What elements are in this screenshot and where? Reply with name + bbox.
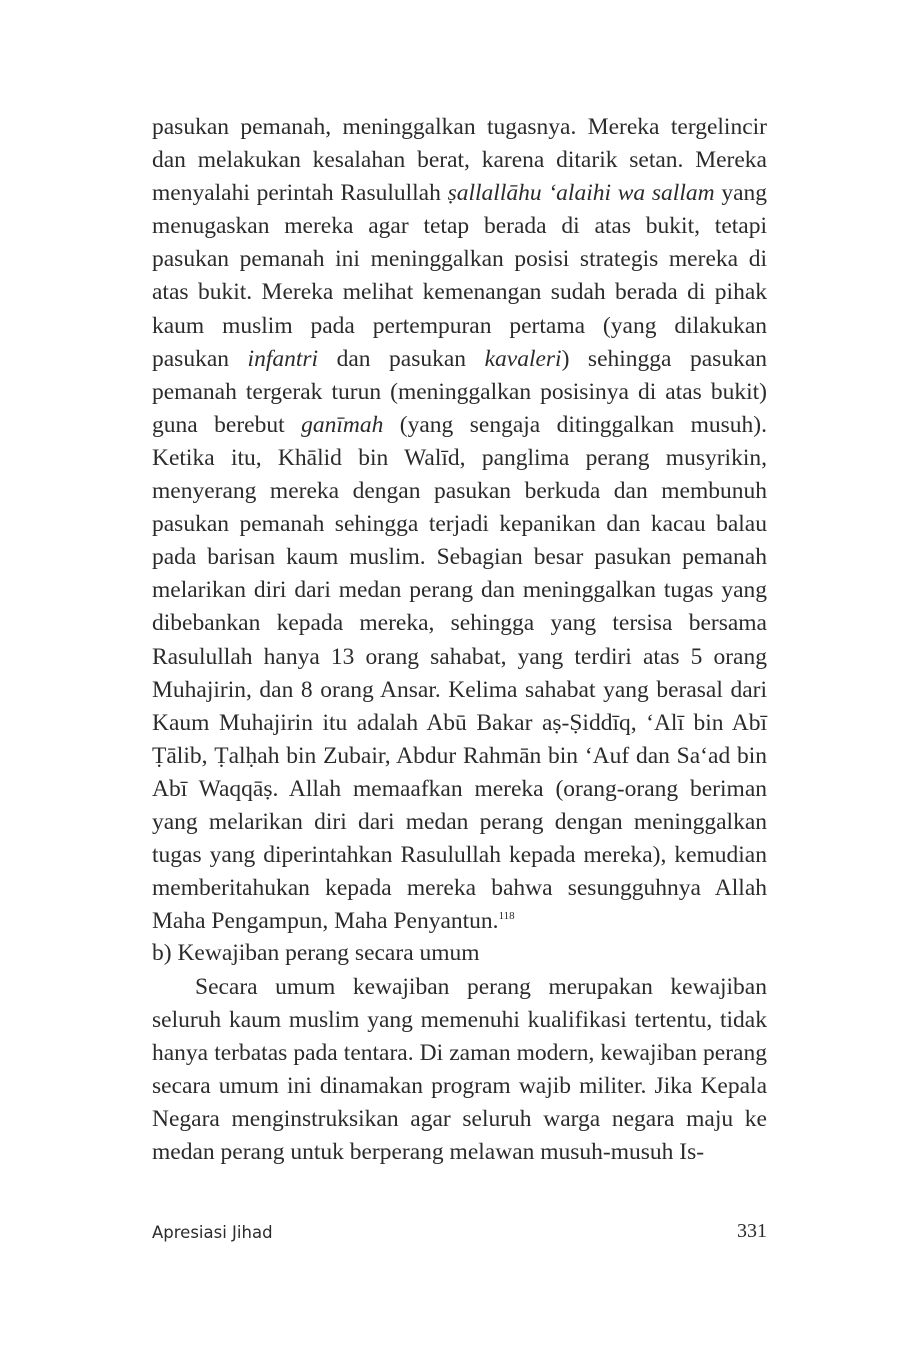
text-segment: pasukan pemanah, meninggalkan tugasnya. Mereka tergelincir dan melakukan kesalahan berat, karena ditarik setan. Mereka menyalahi perintah Rasulullah	[152, 114, 767, 207]
page-number: 331	[737, 1220, 767, 1242]
text-segment: dan pasukan	[318, 345, 485, 372]
text-segment: (yang sengaja ditinggalkan musuh). Ketika itu, Khālid bin Walīd, panglima perang musyrikin, menyerang mereka dengan pasukan berkuda dan membunuh pasukan pemanah sehingga terjadi kepanikan dan kacau balau pada barisan kaum muslim. Sebagian besar pasukan pemanah melarikan diri dari medan perang dan meninggalkan tugas yang dibebankan kepada mereka, sehingga yang tersisa bersama Rasulullah hanya 13 orang sahabat, yang terdiri atas 5 orang Muhajirin, dan 8 orang Ansar. Kelima sahabat yang berasal dari Kaum Muhajirin itu adalah Abū Bakar aṣ-Ṣiddīq, ‘Alī bin Abī Ṭālib, Ṭalḥah bin Zubair, Abdur Rahmān bin ‘Auf dan Sa‘ad bin Abī Waqqāṣ. Allah memaafkan mereka (orang-orang beriman yang melarikan diri dari medan perang dengan meninggalkan tugas yang diperintahkan Rasulullah kepada mereka), kemudian memberitahukan kepada mereka bahwa sesungguhnya Allah Maha Pengampun, Maha Penyantun.	[152, 411, 767, 935]
section-heading: b) Kewajiban perang secara umum	[152, 940, 480, 966]
italic-term: ṣallallāhu ‘alaihi wa sallam	[447, 180, 715, 207]
italic-term: infantri	[247, 345, 319, 372]
italic-term: ganīmah	[301, 411, 384, 438]
section-paragraph: Secara umum kewajiban perang merupakan kewajiban seluruh kaum muslim yang memenuhi kualifikasi tertentu, tidak hanya terbatas pada tentara. Di zaman modern, kewajiban perang secara umum ini dinamakan program wajib militer. Jika Kepala Negara menginstruksikan agar seluruh warga negara maju ke medan perang untuk berperang melawan musuh-musuh Is-	[152, 974, 767, 1166]
body-paragraph	[152, 111, 767, 938]
text-segment: ) sehingga pasukan pemanah tergerak turun (meninggalkan posisinya di atas bukit) guna berebut	[152, 345, 767, 438]
text-segment: yang menugaskan mereka agar tetap berada di atas bukit, tetapi pasukan pemanah ini meninggalkan posisi strategis mereka di atas bukit. Mereka melihat kemenangan sudah berada di pihak kaum muslim pada pertempuran pertama (yang dilakukan pasukan	[152, 180, 767, 372]
footnote-reference: 118	[498, 910, 515, 923]
running-footer-title: Apresiasi Jihad	[152, 1223, 273, 1242]
italic-term: kavaleri	[484, 345, 562, 372]
